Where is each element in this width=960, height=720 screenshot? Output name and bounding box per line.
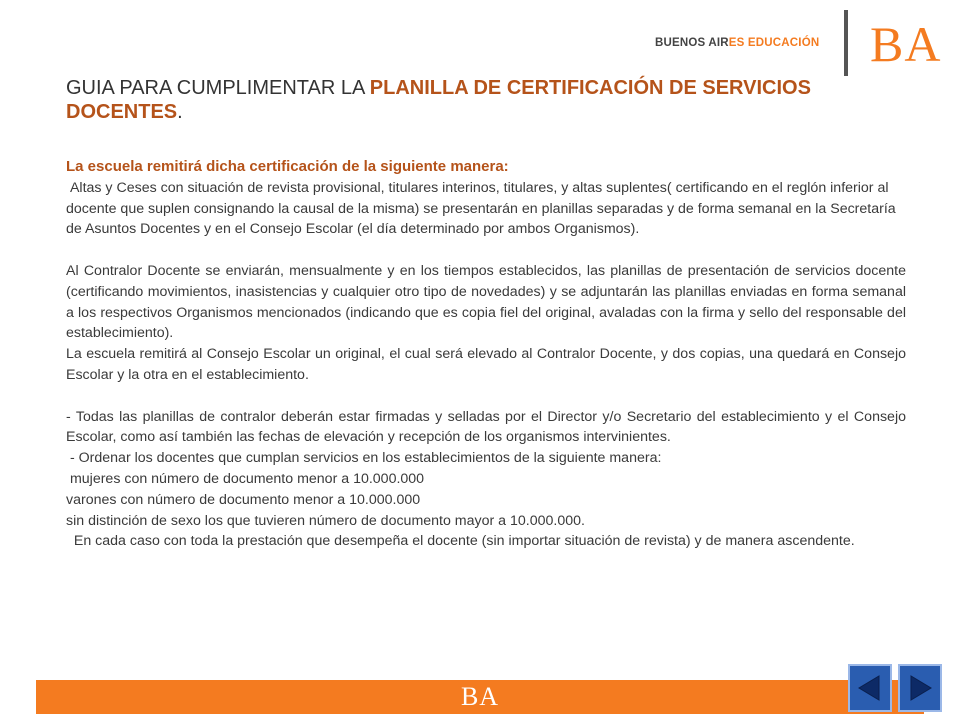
list-item-mujeres: mujeres con número de documento menor a 10.000.000 <box>66 470 425 487</box>
paragraph-cada-caso: En cada caso con toda la prestación que desempeña el docente (sin importar situación de revista) y de manera ascendente. <box>66 533 855 550</box>
title-highlight: PLANILLA DE CERTIFICACIÓN DE SERVICIOS DOCENTES <box>66 77 811 123</box>
triangle-left-icon <box>855 673 885 703</box>
brand-name <box>655 37 819 49</box>
previous-slide-button[interactable] <box>848 664 892 712</box>
title-prefix: GUIA PARA CUMPLIMENTAR LA <box>66 77 370 99</box>
spacer <box>66 240 906 261</box>
brand-name-prefix: BUENOS AIR <box>655 37 729 49</box>
list-item-varones: varones con número de documento menor a 10.000.000 <box>66 491 421 508</box>
title-suffix: . <box>177 101 183 123</box>
brand-divider <box>844 10 848 76</box>
triangle-right-icon <box>905 673 935 703</box>
paragraph-ordenar: - Ordenar los docentes que cumplan servicios en los establecimientos de la siguiente manera: <box>66 450 662 467</box>
document-body <box>66 157 906 552</box>
page-title <box>66 76 846 124</box>
paragraph-consejo-escolar: La escuela remitirá al Consejo Escolar un original, el cual será elevado al Contralor Docente, y dos copias, una quedará en Consejo Escolar y la otra en el establecimiento. <box>66 346 906 383</box>
brand-name-suffix: ES EDUCACIÓN <box>728 37 820 49</box>
list-item-sin-distincion: sin distinción de sexo los que tuvieren número de documento mayor a 10.000.000. <box>66 512 585 529</box>
next-slide-button[interactable] <box>898 664 942 712</box>
footer-bar <box>36 680 924 714</box>
section-subheading: La escuela remitirá dicha certificación de la siguiente manera: <box>66 158 509 175</box>
ba-logo: BA <box>870 16 942 72</box>
paragraph-altas-ceses: Altas y Ceses con situación de revista provisional, titulares interinos, titulares, y altas suplentes( certificando en el reglón inferior al docente que suplen consignando la causal de la misma) se presentarán en planillas separadas y de forma semanal en la Secretaría de Asuntos Docentes y en el Consejo Escolar (el día determinado por ambos Organismos). <box>66 179 900 238</box>
paragraph-firmas: - Todas las planillas de contralor deberán estar firmadas y selladas por el Director y/o Secretario del establecimiento y el Consejo Escolar, como así también las fechas de elevación y recepción de los organismos intervinientes. <box>66 408 906 446</box>
footer-ba-logo: BA <box>460 682 500 711</box>
paragraph-contralor: Al Contralor Docente se enviarán, mensualmente y en los tiempos establecidos, las planillas de presentación de servicios docente (certificando movimientos, inasistencias y cualquier otro tipo de novedades) y se adjuntarán las planillas enviadas en forma semanal a los respectivos Organismos mencionados (indicando que es copia fiel del original, avaladas con la firma y sello del responsable del establecimiento). <box>66 262 906 342</box>
spacer <box>66 386 906 407</box>
